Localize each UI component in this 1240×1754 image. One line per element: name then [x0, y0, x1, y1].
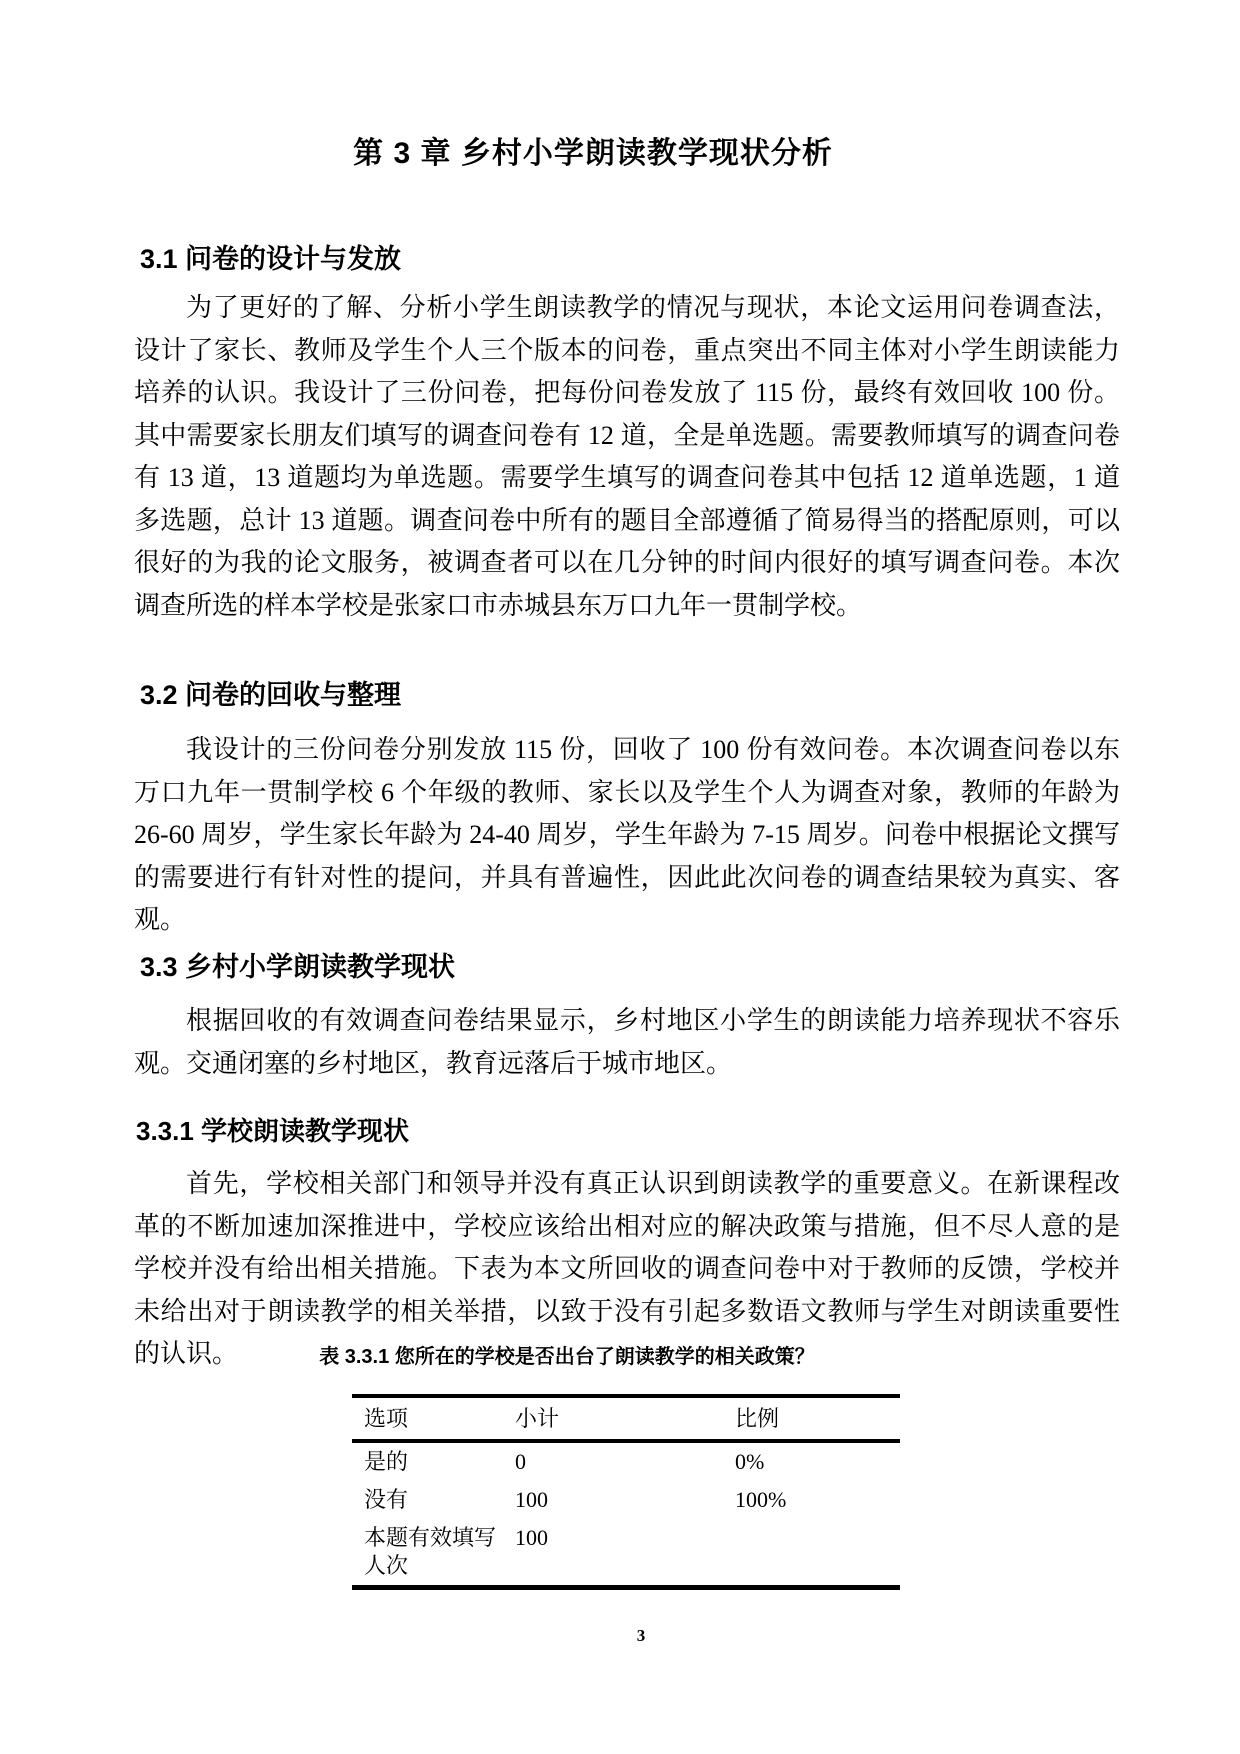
table-cell-percent: 100%	[735, 1487, 787, 1512]
section-3-2-paragraph: 我设计的三份问卷分别发放 115 份，回收了 100 份有效问卷。本次调查问卷以东万口九年一贯制学校 6 个年级的教师、家长以及学生个人为调查对象，教师的年龄为 26-60 周岁，学生家长年龄为 24-40 周岁，学生年龄为 7-15 周岁。问卷中根据论文撰写的需要进行有针对性的提问，并具有普遍性，因此此次问卷的调查结果较为真实、客观。	[134, 735, 1120, 934]
page-number: 3	[636, 1626, 646, 1645]
table-cell-percent	[722, 1519, 900, 1588]
table-cell-count: 100	[515, 1487, 548, 1512]
table-header-option: 选项	[364, 1406, 409, 1431]
table-row	[352, 1481, 900, 1519]
section-3-1-paragraph: 为了更好的了解、分析小学生朗读教学的情况与现状，本论文运用问卷调查法，设计了家长、教师及学生个人三个版本的问卷，重点突出不同主体对小学生朗读能力培养的认识。我设计了三份问卷，把每份问卷发放了 115 份，最终有效回收 100 份。其中需要家长朋友们填写的调查问卷有 12 道，全是单选题。需要教师填写的调查问卷有 13 道，13 道题均为单选题。需要学生填写的调查问卷其中包括 12 道单选题，1 道多选题，总计 13 道题。调查问卷中所有的题目全部遵循了简易得当的搭配原则，可以很好的为我的论文服务，被调查者可以在几分钟的时间内很好的填写调查问卷。本次调查所选的样本学校是张家口市赤城县东万口九年一贯制学校。	[134, 293, 1120, 620]
table-cell-count: 100	[515, 1525, 548, 1550]
section-3-3-paragraph: 根据回收的有效调查问卷结果显示，乡村地区小学生的朗读能力培养现状不容乐观。交通闭塞的乡村地区，教育远落后于城市地区。	[134, 1006, 1120, 1078]
table-cell-count: 0	[515, 1449, 526, 1474]
table-cell-option: 是的	[364, 1449, 409, 1474]
table-caption: 表 3.3.1 您所在的学校是否出台了朗读教学的相关政策？	[319, 1346, 815, 1368]
table-cell-option: 没有	[364, 1487, 409, 1512]
section-heading-3-1: 3.1 问卷的设计与发放	[140, 244, 402, 274]
table-row	[352, 1519, 900, 1588]
chapter-title: 第 3 章 乡村小学朗读教学现状分析	[353, 137, 833, 170]
section-heading-3-3: 3.3 乡村小学朗读教学现状	[140, 952, 456, 982]
table-header-row	[352, 1396, 900, 1441]
subsection-3-3-1-paragraph: 首先，学校相关部门和领导并没有真正认识到朗读教学的重要意义。在新课程改革的不断加速加深推进中，学校应该给出相对应的解决政策与措施，但不尽人意的是学校并没有给出相关措施。下表为本文所回收的调查问卷中对于教师的反馈，学校并未给出对于朗读教学的相关举措，以致于没有引起多数语文教师与学生对朗读重要性的认识。	[134, 1169, 1120, 1368]
survey-results-table	[352, 1394, 900, 1590]
table-cell-percent: 0%	[735, 1449, 765, 1474]
table-row	[352, 1441, 900, 1481]
table-cell-option: 本题有效填写人次	[364, 1525, 497, 1578]
table-header-percent: 比例	[735, 1406, 780, 1431]
table-header-count: 小计	[515, 1406, 560, 1431]
section-heading-3-2: 3.2 问卷的回收与整理	[140, 680, 402, 710]
subsection-heading-3-3-1: 3.3.1 学校朗读教学现状	[136, 1116, 410, 1146]
